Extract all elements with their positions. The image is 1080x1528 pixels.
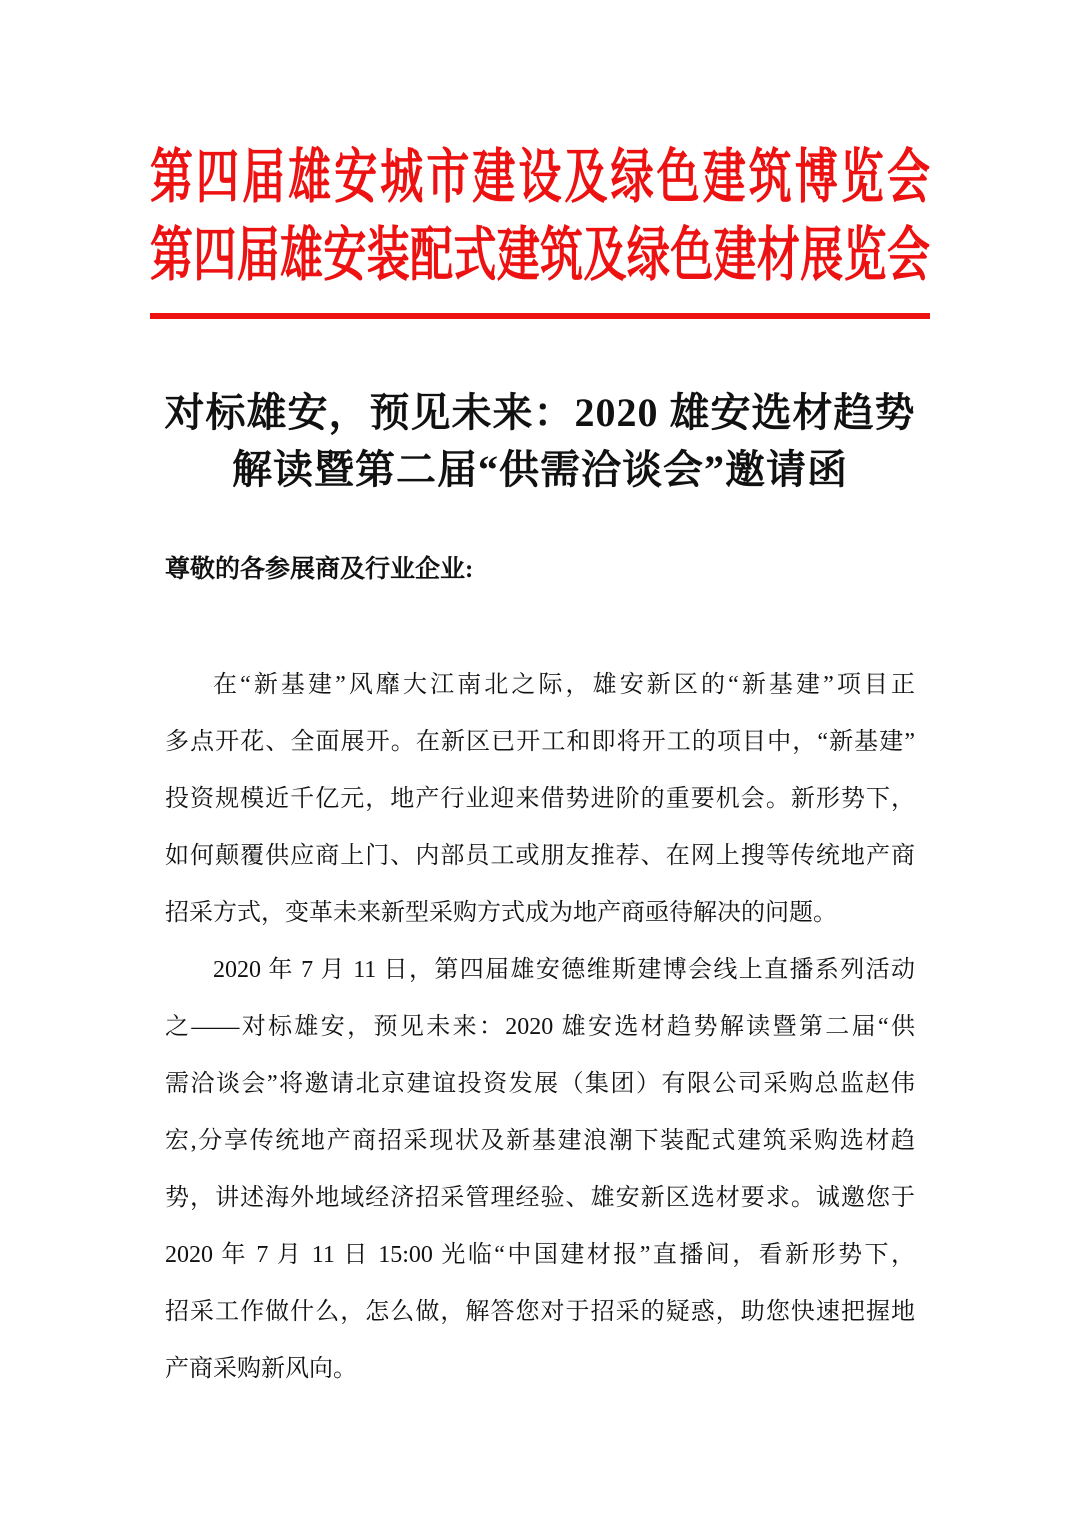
body-text-line: 在“新基建”风靡大江南北之际，雄安新区的“新基建”项目正 [213,672,915,698]
body-text-line: 如何颠覆供应商上门、内部员工或朋友推荐、在网上搜等传统地产商 [165,843,915,869]
salutation: 尊敬的各参展商及行业企业: [165,556,474,583]
letter-content [150,384,930,1398]
header-divider-rule [150,313,930,319]
letter-body [150,657,930,1398]
body-text-line: 投资规模近千亿元，地产行业迎来借势进阶的重要机会。新形势下， [165,786,915,812]
body-text-line: 招采工作做什么，怎么做，解答您对于招采的疑惑，助您快速把握地 [165,1299,915,1325]
body-text-line: 产商采购新风向。 [165,1356,357,1382]
body-text-line: 2020 年 7 月 11 日，第四届雄安德维斯建博会线上直播系列活动 [213,957,915,983]
body-text-line: 宏,分享传统地产商招采现状及新基建浪潮下装配式建筑采购选材趋 [165,1128,915,1154]
body-text-line: 之——对标雄安，预见未来：2020 雄安选材趋势解读暨第二届“供 [165,1014,915,1040]
body-text-line: 招采方式，变革未来新型采购方式成为地产商亟待解决的问题。 [165,900,837,926]
expo-header [150,140,930,319]
invitation-title-line-1: 对标雄安，预见未来：2020 雄安选材趋势 [164,390,916,435]
body-text-line: 多点开花、全面展开。在新区已开工和即将开工的项目中，“新基建” [165,729,915,755]
invitation-title-line-2: 解读暨第二届“供需洽谈会”邀请函 [232,447,848,492]
body-text-line: 需洽谈会”将邀请北京建谊投资发展（集团）有限公司采购总监赵伟 [165,1071,915,1097]
expo-title-line-2: 第四届雄安装配式建筑及绿色建材展览会 [150,223,930,289]
body-paragraph [165,942,915,1398]
expo-title-line-1: 第四届雄安城市建设及绿色建筑博览会 [150,145,930,211]
body-paragraph [165,657,915,942]
invitation-title [150,384,930,498]
body-text-line: 2020 年 7 月 11 日 15:00 光临“中国建材报”直播间，看新形势下， [165,1242,915,1268]
body-text-line: 势，讲述海外地域经济招采管理经验、雄安新区选材要求。诚邀您于 [165,1185,915,1211]
